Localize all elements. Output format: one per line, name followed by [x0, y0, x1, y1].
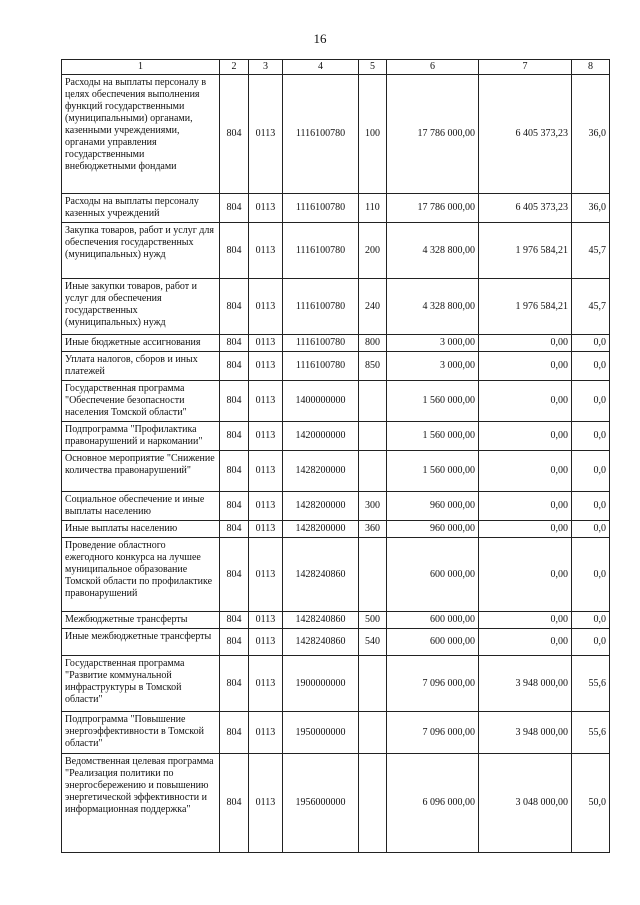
ministry-code-cell: 804 — [220, 335, 249, 352]
target-article-cell: 1428240860 — [283, 612, 359, 629]
percent-cell: 0,0 — [572, 612, 610, 629]
row-name-cell: Расходы на выплаты персоналу в целях обеспечения выполнения функций государственными (муниципальными) органами, казенными учреждениями, органами управления государственными внебюджетными фондами — [62, 75, 220, 194]
percent-cell: 0,0 — [572, 352, 610, 381]
target-article-cell: 1116100780 — [283, 223, 359, 279]
section-code-cell: 0113 — [249, 335, 283, 352]
actual-amount-cell: 3 048 000,00 — [479, 754, 572, 853]
plan-amount-cell: 1 560 000,00 — [387, 422, 479, 451]
percent-cell: 36,0 — [572, 194, 610, 223]
table-row — [62, 279, 610, 335]
percent-cell: 50,0 — [572, 754, 610, 853]
header-cell-7: 7 — [479, 60, 572, 75]
expense-type-cell — [359, 754, 387, 853]
actual-amount-cell: 0,00 — [479, 381, 572, 422]
target-article-cell: 1116100780 — [283, 335, 359, 352]
target-article-cell: 1428240860 — [283, 538, 359, 612]
expense-type-cell: 300 — [359, 492, 387, 521]
target-article-cell: 1420000000 — [283, 422, 359, 451]
plan-amount-cell: 600 000,00 — [387, 629, 479, 656]
actual-amount-cell: 0,00 — [479, 335, 572, 352]
ministry-code-cell: 804 — [220, 712, 249, 754]
row-name-cell: Подпрограмма "Профилактика правонарушений и наркомании" — [62, 422, 220, 451]
expense-type-cell — [359, 538, 387, 612]
ministry-code-cell: 804 — [220, 75, 249, 194]
plan-amount-cell: 6 096 000,00 — [387, 754, 479, 853]
section-code-cell: 0113 — [249, 451, 283, 492]
plan-amount-cell: 3 000,00 — [387, 335, 479, 352]
row-name-cell: Уплата налогов, сборов и иных платежей — [62, 352, 220, 381]
ministry-code-cell: 804 — [220, 521, 249, 538]
percent-cell: 45,7 — [572, 279, 610, 335]
row-name-cell: Расходы на выплаты персоналу казенных учреждений — [62, 194, 220, 223]
header-cell-3: 3 — [249, 60, 283, 75]
ministry-code-cell: 804 — [220, 451, 249, 492]
expense-type-cell: 800 — [359, 335, 387, 352]
plan-amount-cell: 600 000,00 — [387, 612, 479, 629]
section-code-cell: 0113 — [249, 712, 283, 754]
target-article-cell: 1400000000 — [283, 381, 359, 422]
ministry-code-cell: 804 — [220, 381, 249, 422]
section-code-cell: 0113 — [249, 75, 283, 194]
ministry-code-cell: 804 — [220, 422, 249, 451]
plan-amount-cell: 1 560 000,00 — [387, 451, 479, 492]
target-article-cell: 1428200000 — [283, 521, 359, 538]
section-code-cell: 0113 — [249, 538, 283, 612]
actual-amount-cell: 0,00 — [479, 492, 572, 521]
actual-amount-cell: 6 405 373,23 — [479, 194, 572, 223]
plan-amount-cell: 17 786 000,00 — [387, 75, 479, 194]
header-cell-8: 8 — [572, 60, 610, 75]
ministry-code-cell: 804 — [220, 629, 249, 656]
plan-amount-cell: 960 000,00 — [387, 492, 479, 521]
table-row — [62, 223, 610, 279]
ministry-code-cell: 804 — [220, 538, 249, 612]
percent-cell: 0,0 — [572, 492, 610, 521]
target-article-cell: 1428200000 — [283, 492, 359, 521]
percent-cell: 0,0 — [572, 422, 610, 451]
percent-cell: 0,0 — [572, 629, 610, 656]
row-name-cell: Иные межбюджетные трансферты — [62, 629, 220, 656]
table-row — [62, 629, 610, 656]
percent-cell: 55,6 — [572, 712, 610, 754]
expense-type-cell — [359, 422, 387, 451]
row-name-cell: Проведение областного ежегодного конкурса на лучшее муниципальное образование Томской области по профилактике правонарушений — [62, 538, 220, 612]
plan-amount-cell: 4 328 800,00 — [387, 223, 479, 279]
header-cell-4: 4 — [283, 60, 359, 75]
row-name-cell: Иные бюджетные ассигнования — [62, 335, 220, 352]
target-article-cell: 1116100780 — [283, 75, 359, 194]
row-name-cell: Государственная программа "Обеспечение безопасности населения Томской области" — [62, 381, 220, 422]
row-name-cell: Подпрограмма "Повышение энергоэффективности в Томской области" — [62, 712, 220, 754]
table-row — [62, 352, 610, 381]
expense-type-cell: 500 — [359, 612, 387, 629]
actual-amount-cell: 0,00 — [479, 612, 572, 629]
table-row — [62, 75, 610, 194]
plan-amount-cell: 1 560 000,00 — [387, 381, 479, 422]
header-cell-6: 6 — [387, 60, 479, 75]
section-code-cell: 0113 — [249, 223, 283, 279]
expense-type-cell — [359, 656, 387, 712]
expense-type-cell — [359, 712, 387, 754]
expense-type-cell — [359, 451, 387, 492]
percent-cell: 0,0 — [572, 521, 610, 538]
header-cell-5: 5 — [359, 60, 387, 75]
actual-amount-cell: 3 948 000,00 — [479, 656, 572, 712]
row-name-cell: Государственная программа "Развитие коммунальной инфраструктуры в Томской области" — [62, 656, 220, 712]
actual-amount-cell: 3 948 000,00 — [479, 712, 572, 754]
table-row — [62, 656, 610, 712]
table-row — [62, 335, 610, 352]
plan-amount-cell: 600 000,00 — [387, 538, 479, 612]
section-code-cell: 0113 — [249, 422, 283, 451]
expense-type-cell: 360 — [359, 521, 387, 538]
plan-amount-cell: 17 786 000,00 — [387, 194, 479, 223]
ministry-code-cell: 804 — [220, 492, 249, 521]
row-name-cell: Основное мероприятие "Снижение количества правонарушений" — [62, 451, 220, 492]
plan-amount-cell: 3 000,00 — [387, 352, 479, 381]
target-article-cell: 1956000000 — [283, 754, 359, 853]
expense-type-cell: 850 — [359, 352, 387, 381]
table-row — [62, 381, 610, 422]
row-name-cell: Межбюджетные трансферты — [62, 612, 220, 629]
table-row — [62, 612, 610, 629]
actual-amount-cell: 0,00 — [479, 521, 572, 538]
actual-amount-cell: 6 405 373,23 — [479, 75, 572, 194]
target-article-cell: 1428200000 — [283, 451, 359, 492]
page-number: 16 — [313, 31, 327, 46]
section-code-cell: 0113 — [249, 629, 283, 656]
ministry-code-cell: 804 — [220, 656, 249, 712]
budget-table — [61, 59, 610, 853]
ministry-code-cell: 804 — [220, 279, 249, 335]
percent-cell: 45,7 — [572, 223, 610, 279]
plan-amount-cell: 4 328 800,00 — [387, 279, 479, 335]
table-row — [62, 451, 610, 492]
expense-type-cell: 110 — [359, 194, 387, 223]
table-row — [62, 194, 610, 223]
section-code-cell: 0113 — [249, 279, 283, 335]
section-code-cell: 0113 — [249, 381, 283, 422]
percent-cell: 0,0 — [572, 538, 610, 612]
table-header-row — [62, 60, 610, 75]
expense-type-cell: 100 — [359, 75, 387, 194]
table-row — [62, 712, 610, 754]
row-name-cell: Ведомственная целевая программа "Реализация политики по энергосбережению и повышению энергетической эффективности и информационная поддержка" — [62, 754, 220, 853]
expense-type-cell — [359, 381, 387, 422]
plan-amount-cell: 7 096 000,00 — [387, 712, 479, 754]
section-code-cell: 0113 — [249, 194, 283, 223]
actual-amount-cell: 0,00 — [479, 451, 572, 492]
ministry-code-cell: 804 — [220, 754, 249, 853]
section-code-cell: 0113 — [249, 754, 283, 853]
plan-amount-cell: 960 000,00 — [387, 521, 479, 538]
target-article-cell: 1116100780 — [283, 279, 359, 335]
target-article-cell: 1428240860 — [283, 629, 359, 656]
actual-amount-cell: 0,00 — [479, 422, 572, 451]
table-row — [62, 754, 610, 853]
expense-type-cell: 200 — [359, 223, 387, 279]
percent-cell: 0,0 — [572, 335, 610, 352]
target-article-cell: 1116100780 — [283, 194, 359, 223]
actual-amount-cell: 0,00 — [479, 629, 572, 656]
section-code-cell: 0113 — [249, 352, 283, 381]
target-article-cell: 1116100780 — [283, 352, 359, 381]
percent-cell: 36,0 — [572, 75, 610, 194]
expense-type-cell: 240 — [359, 279, 387, 335]
section-code-cell: 0113 — [249, 656, 283, 712]
ministry-code-cell: 804 — [220, 352, 249, 381]
row-name-cell: Социальное обеспечение и иные выплаты населению — [62, 492, 220, 521]
ministry-code-cell: 804 — [220, 612, 249, 629]
actual-amount-cell: 0,00 — [479, 538, 572, 612]
section-code-cell: 0113 — [249, 521, 283, 538]
percent-cell: 0,0 — [572, 381, 610, 422]
target-article-cell: 1950000000 — [283, 712, 359, 754]
header-cell-1: 1 — [62, 60, 220, 75]
row-name-cell: Закупка товаров, работ и услуг для обеспечения государственных (муниципальных) нужд — [62, 223, 220, 279]
table-row — [62, 521, 610, 538]
table-body — [62, 75, 610, 853]
plan-amount-cell: 7 096 000,00 — [387, 656, 479, 712]
row-name-cell: Иные выплаты населению — [62, 521, 220, 538]
actual-amount-cell: 1 976 584,21 — [479, 223, 572, 279]
section-code-cell: 0113 — [249, 492, 283, 521]
target-article-cell: 1900000000 — [283, 656, 359, 712]
expense-type-cell: 540 — [359, 629, 387, 656]
ministry-code-cell: 804 — [220, 223, 249, 279]
ministry-code-cell: 804 — [220, 194, 249, 223]
header-cell-2: 2 — [220, 60, 249, 75]
section-code-cell: 0113 — [249, 612, 283, 629]
table-row — [62, 492, 610, 521]
table-row — [62, 538, 610, 612]
percent-cell: 55,6 — [572, 656, 610, 712]
percent-cell: 0,0 — [572, 451, 610, 492]
actual-amount-cell: 0,00 — [479, 352, 572, 381]
actual-amount-cell: 1 976 584,21 — [479, 279, 572, 335]
row-name-cell: Иные закупки товаров, работ и услуг для обеспечения государственных (муниципальных) нужд — [62, 279, 220, 335]
table-row — [62, 422, 610, 451]
